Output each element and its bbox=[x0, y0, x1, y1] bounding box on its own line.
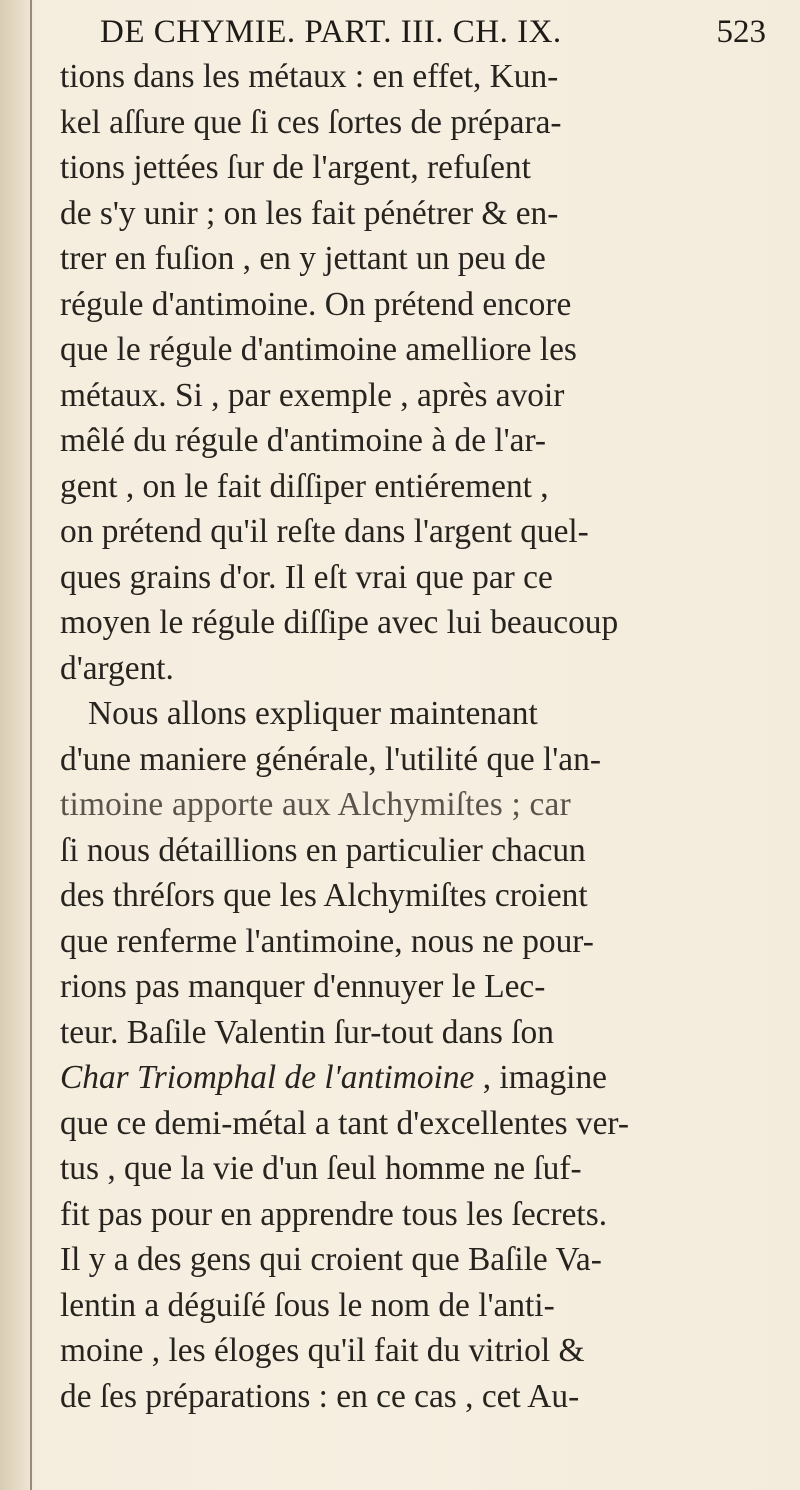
text-line: d'une maniere générale, l'utilité que l'an- bbox=[60, 740, 601, 778]
text-line: d'argent. bbox=[60, 649, 174, 687]
text-line: de s'y unir ; on les fait pénétrer & en- bbox=[60, 194, 559, 232]
text-line: kel aſſure que ſi ces ſortes de prépara- bbox=[60, 103, 562, 141]
body-text bbox=[60, 54, 790, 1419]
text-line: moine , les éloges qu'il fait du vitriol & bbox=[60, 1332, 585, 1369]
text-line: mêlé du régule d'antimoine à de l'ar- bbox=[60, 422, 547, 459]
text-line: rions pas manquer d'ennuyer le Lec- bbox=[60, 968, 546, 1005]
text-line: fit pas pour en apprendre tous les ſecrets. bbox=[60, 1195, 608, 1233]
text-line bbox=[60, 1055, 790, 1101]
text-line: que ce demi-métal a tant d'excellentes ver- bbox=[60, 1104, 629, 1142]
text-line: des thréſors que les Alchymiſtes croient bbox=[60, 877, 588, 914]
gutter-edge-line bbox=[30, 0, 32, 1490]
text-line: métaux. Si , par exemple , après avoir bbox=[60, 376, 565, 414]
text-line: Il y a des gens qui croient que Baſile Va- bbox=[60, 1241, 602, 1278]
text-line: teur. Baſile Valentin ſur-tout dans ſon bbox=[60, 1013, 554, 1051]
text-line: timoine apporte aux Alchymiſtes ; car bbox=[60, 786, 571, 823]
page-number: 523 bbox=[716, 14, 766, 50]
text-fragment: , imagine bbox=[482, 1059, 607, 1096]
text-line: ques grains d'or. Il eſt vrai que par ce bbox=[60, 558, 553, 596]
text-line: de ſes préparations : en ce cas , cet Au- bbox=[60, 1377, 580, 1415]
running-title: DE CHYMIE. PART. III. CH. IX. bbox=[100, 14, 562, 50]
text-line: tus , que la vie d'un ſeul homme ne ſuf- bbox=[60, 1150, 582, 1187]
text-line: que le régule d'antimoine amelliore les bbox=[60, 331, 577, 368]
text-line: moyen le régule diſſipe avec lui beaucoup bbox=[60, 604, 619, 641]
book-gutter bbox=[0, 0, 34, 1490]
paragraph-start-line: Nous allons expliquer maintenant bbox=[88, 695, 538, 732]
text-line: que renferme l'antimoine, nous ne pour- bbox=[60, 922, 594, 960]
text-line: tions jettées ſur de l'argent, refuſent bbox=[60, 149, 531, 186]
page-header bbox=[76, 8, 766, 56]
text-line: trer en fuſion , en y jettant un peu de bbox=[60, 240, 546, 277]
text-line: gent , on le fait diſſiper entiérement , bbox=[60, 467, 549, 505]
text-line: on prétend qu'il reſte dans l'argent quel- bbox=[60, 513, 589, 550]
text-line: régule d'antimoine. On prétend encore bbox=[60, 285, 572, 323]
text-line: lentin a déguiſé ſous le nom de l'anti- bbox=[60, 1286, 555, 1324]
text-line: ſi nous détaillions en particulier chacun bbox=[60, 831, 586, 869]
book-title: Char Triomphal de l'antimoine bbox=[60, 1059, 475, 1096]
text-line: tions dans les métaux : en effet, Kun- bbox=[60, 58, 559, 95]
